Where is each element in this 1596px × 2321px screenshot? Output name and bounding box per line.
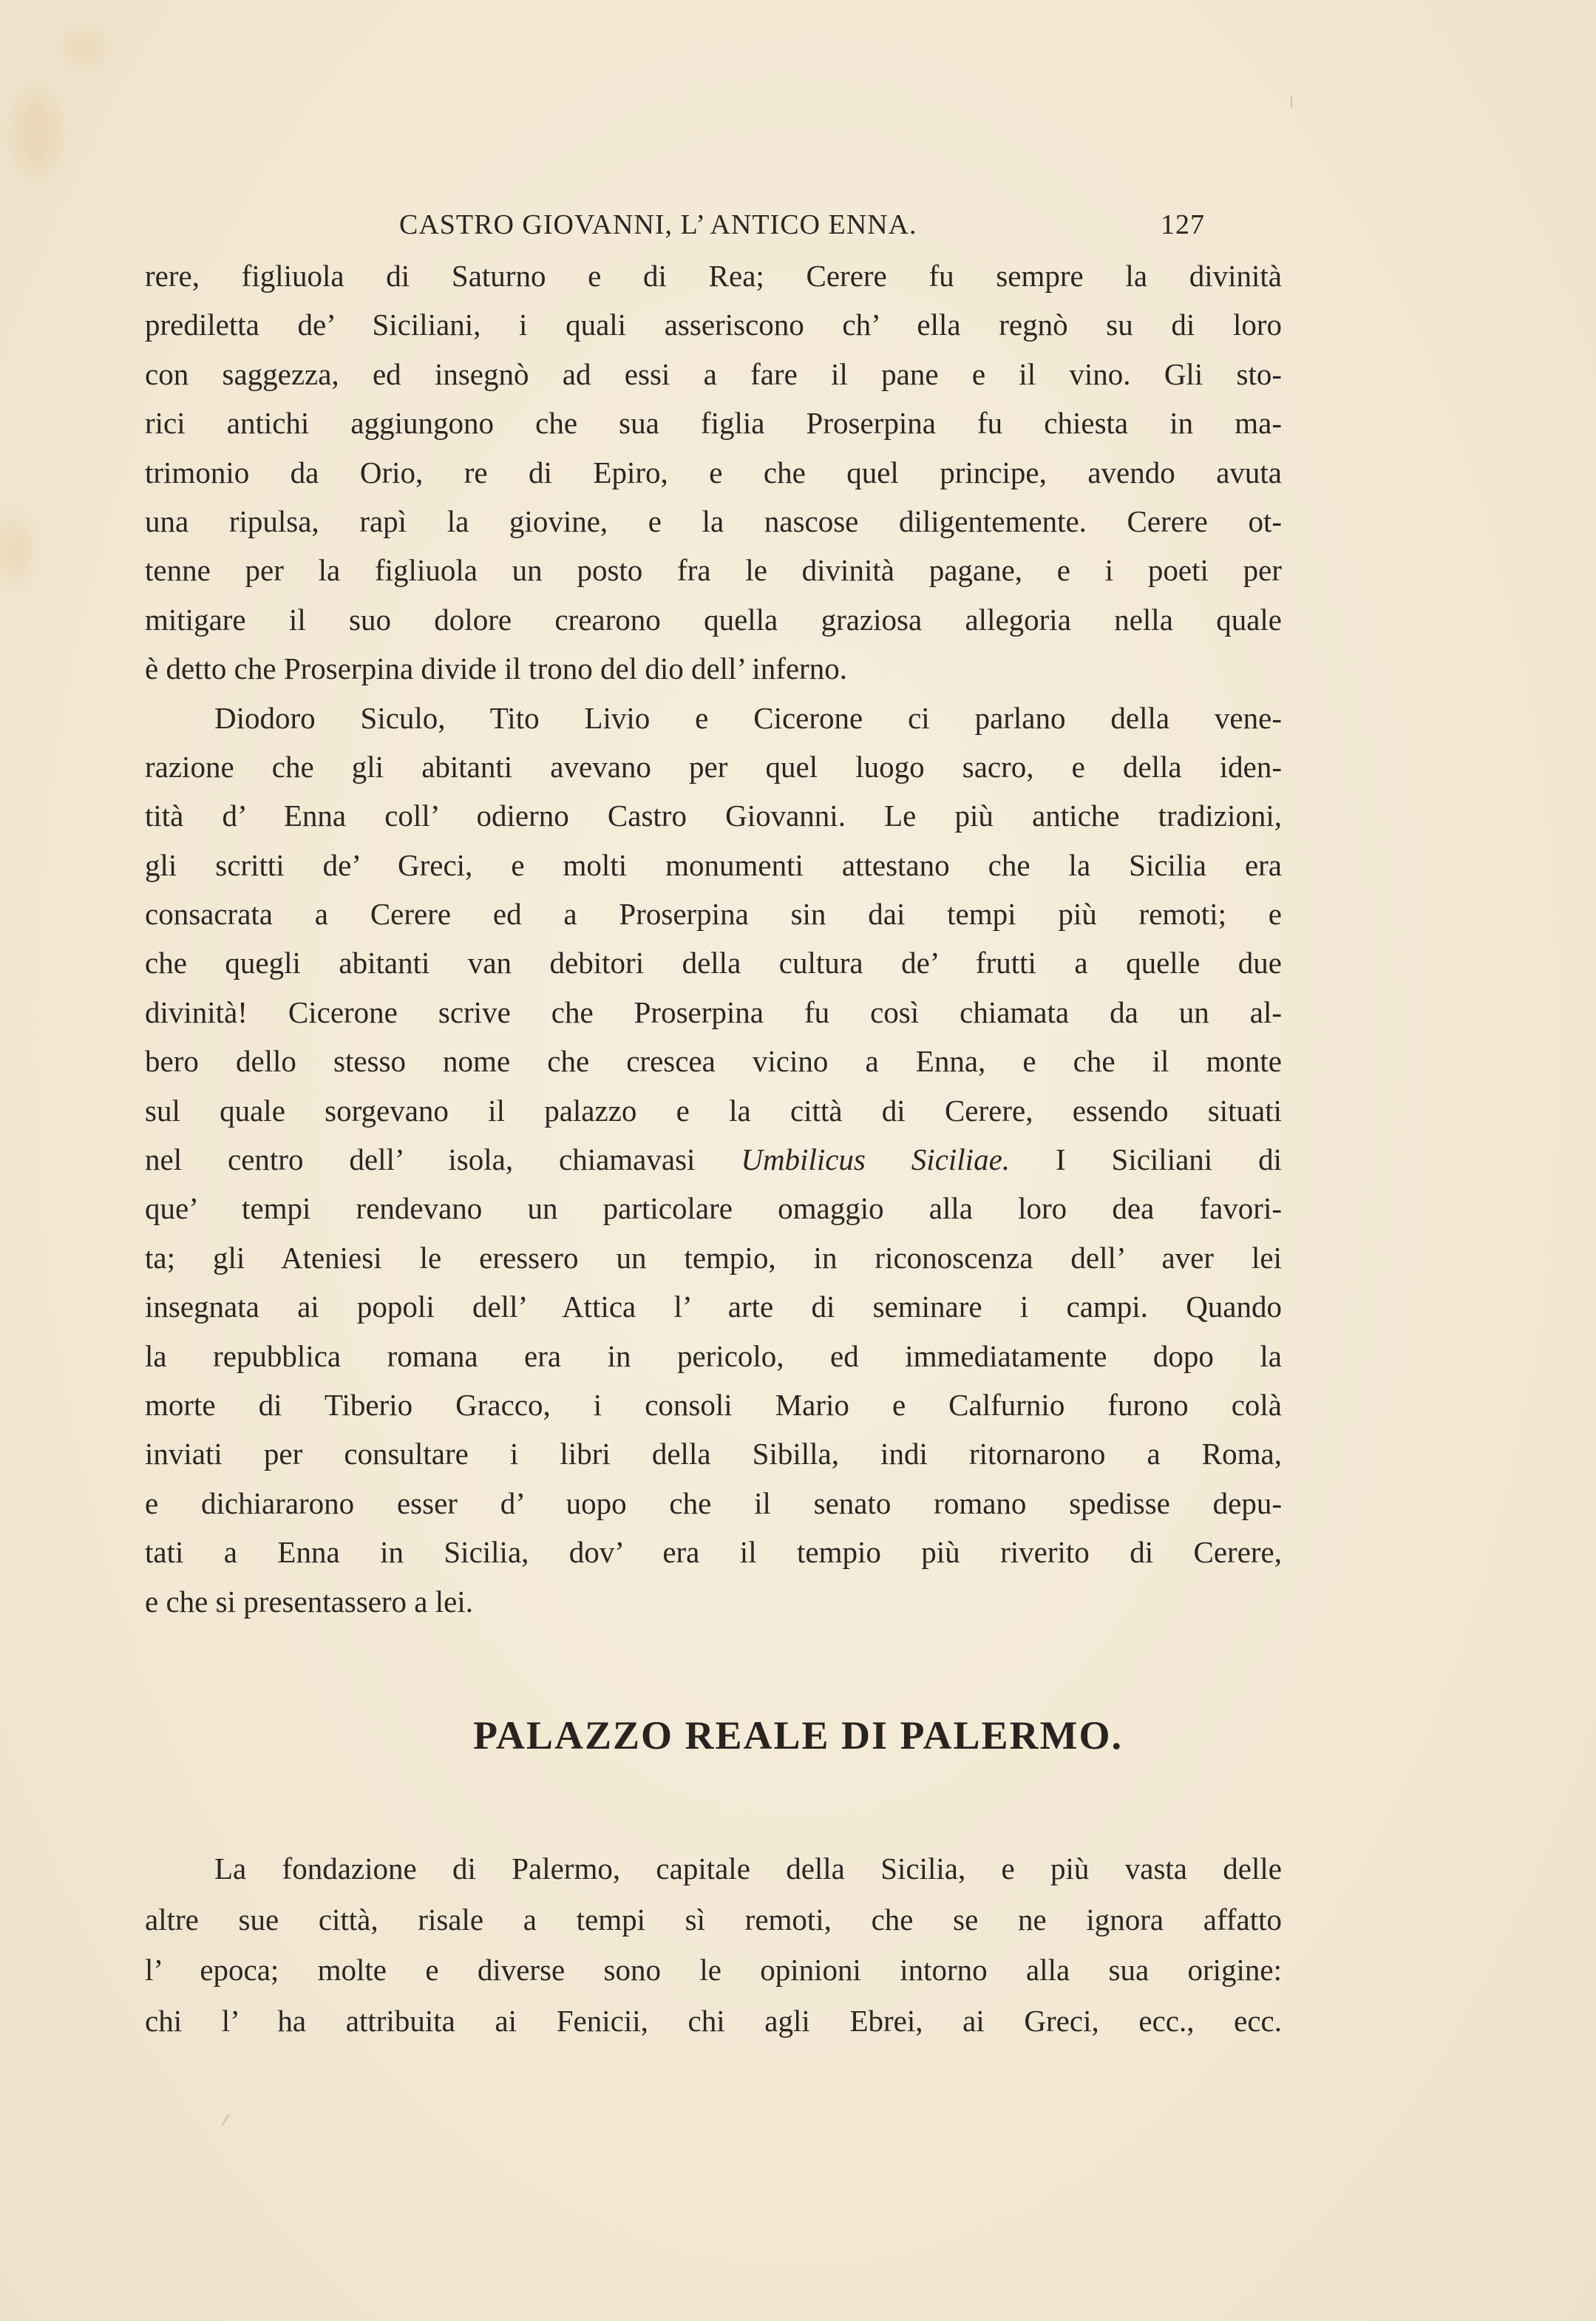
paper-stain <box>67 30 103 67</box>
text-line: morte di Tiberio Gracco, i consoli Mario e Calfurnio furono colà <box>145 1387 1282 1422</box>
text-line <box>145 1135 1282 1184</box>
text-line: gli scritti de’ Greci, e molti monumenti attestano che la Sicilia era <box>145 847 1282 882</box>
italic-phrase: Umbilicus Siciliae. <box>741 1142 1011 1177</box>
text-line: l’ epoca; molte e diverse sono le opinioni intorno alla sua origine: <box>145 1953 1282 1988</box>
text-line: consacrata a Cerere ed a Proserpina sin dai tempi più remoti; e <box>145 897 1282 932</box>
text-line: con saggezza, ed insegnò ad essi a fare il pane e il vino. Gli sto- <box>145 356 1282 391</box>
text-line: divinità! Cicerone scrive che Proserpina fu così chiamata da un al- <box>145 995 1282 1029</box>
text-line: è detto che Proserpina divide il trono del dio dell’ inferno. <box>145 651 847 686</box>
text-fragment: I Siciliani di <box>1055 1142 1282 1177</box>
text-line: insegnata ai popoli dell’ Attica l’ arte di seminare i campi. Quando <box>145 1290 1282 1324</box>
text-line: inviati per consultare i libri della Sibilla, indi ritornarono a Roma, <box>145 1437 1282 1471</box>
text-line: altre sue città, risale a tempi sì remoti, che se ne ignora affatto <box>145 1902 1282 1937</box>
text-line: sul quale sorgevano il palazzo e la città di Cerere, essendo situati <box>145 1093 1282 1128</box>
text-line: prediletta de’ Siciliani, i quali asseriscono ch’ ella regnò su di loro <box>145 308 1282 342</box>
text-line: e dichiararono esser d’ uopo che il senato romano spedisse depu- <box>145 1485 1282 1520</box>
text-line: chi l’ ha attribuita ai Fenicii, chi agli Ebrei, ai Greci, ecc., ecc. <box>145 2003 1282 2038</box>
text-line: bero dello stesso nome che crescea vicino a Enna, e che il monte <box>145 1044 1282 1079</box>
text-line: La fondazione di Palermo, capitale della Sicilia, e più vasta delle <box>214 1851 1282 1885</box>
text-line: razione che gli abitanti avevano per quel luogo sacro, e della iden- <box>145 749 1282 784</box>
margin-mark <box>1291 96 1292 108</box>
main-text-block <box>145 251 1282 1626</box>
text-line: la repubblica romana era in pericolo, ed immediatamente dopo la <box>145 1338 1282 1373</box>
text-line: que’ tempi rendevano un particolare omaggio alla loro dea favori- <box>145 1191 1282 1226</box>
text-line: tati a Enna in Sicilia, dov’ era il tempio più riverito di Cerere, <box>145 1535 1282 1570</box>
text-line: mitigare il suo dolore crearono quella graziosa allegoria nella quale <box>145 602 1282 637</box>
running-head-title: CASTRO GIOVANNI, L’ ANTICO ENNA. <box>399 209 917 240</box>
page-number: 127 <box>1161 209 1205 240</box>
text-line: e che si presentassero a lei. <box>145 1584 473 1619</box>
text-line: tità d’ Enna coll’ odierno Castro Giovanni. Le più antiche tradizioni, <box>145 799 1282 833</box>
paper-stain <box>0 518 30 584</box>
margin-mark <box>221 2114 230 2126</box>
text-line: rere, figliuola di Saturno e di Rea; Cerere fu sempre la divinità <box>145 259 1282 293</box>
paper-stain <box>15 89 59 177</box>
text-fragment: nel centro dell’ isola, chiamavasi <box>145 1142 696 1177</box>
text-line: Diodoro Siculo, Tito Livio e Cicerone ci parlano della vene- <box>214 700 1282 735</box>
text-line: trimonio da Orio, re di Epiro, e che quel principe, avendo avuta <box>145 455 1282 489</box>
text-line: tenne per la figliuola un posto fra le divinità pagane, e i poeti per <box>145 553 1282 588</box>
section-heading: PALAZZO REALE DI PALERMO. <box>472 1713 1124 1758</box>
running-head <box>399 209 1205 253</box>
text-line: una ripulsa, rapì la giovine, e la nascose diligentemente. Cerere ot- <box>145 504 1282 538</box>
second-text-block <box>145 1843 1282 2046</box>
text-line: che quegli abitanti van debitori della cultura de’ frutti a quelle due <box>145 946 1282 980</box>
text-line: ta; gli Ateniesi le eressero un tempio, in riconoscenza dell’ aver lei <box>145 1240 1282 1275</box>
text-line: rici antichi aggiungono che sua figlia Proserpina fu chiesta in ma- <box>145 406 1282 441</box>
